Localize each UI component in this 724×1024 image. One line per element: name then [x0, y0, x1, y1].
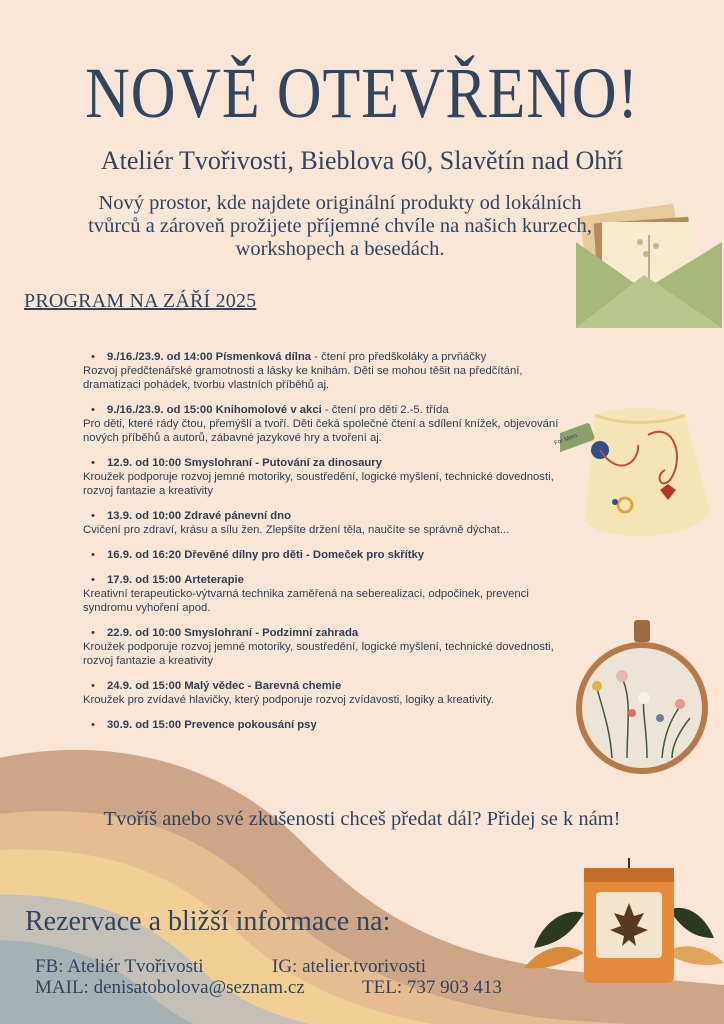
program-item-title — [83, 456, 573, 470]
program-item-description: Kroužek pro zvídavé hlavičky, který podporuje rozvoj zvídavosti, logiky a kreativity. — [83, 694, 494, 706]
program-item — [83, 509, 573, 537]
program-item-title — [83, 350, 573, 364]
gift-tag-label: For Mom — [553, 433, 579, 447]
program-item — [83, 573, 573, 615]
program-item-title — [83, 548, 573, 562]
intro-text: Nový prostor, kde najdete originální produkty od lokálních tvůrců a zároveň prožijete příjemné chvíle na našich kurzech, workshopech a besedách. — [88, 192, 592, 260]
gift-bag-icon — [560, 390, 720, 550]
program-item-date-name: 24.9. od 15:00 — [107, 680, 182, 692]
email-contact[interactable]: MAIL: denisatobolova@seznam.cz — [35, 977, 305, 998]
program-item-description: Kroužek podporuje rozvoj jemné motoriky, soustředění, logické myšlení, technické dovednosti, rozvoj fantazie a kreativity — [83, 641, 554, 667]
program-item-description: Rozvoj předčtenářské gramotnosti a lásky ke knihám. Děti se mohou těšit na předčítání, dramatizaci pohádek, tvorbu vlastních příběhů aj. — [83, 365, 523, 391]
program-heading: PROGRAM NA ZÁŘÍ 2025 — [24, 290, 257, 312]
program-item-title — [83, 573, 573, 587]
program-item-name: Knihomolové v akci — [215, 404, 322, 416]
program-item-name: Dřevěné dílny pro děti - Domeček pro skřítky — [184, 549, 425, 561]
instagram-contact[interactable]: IG: atelier.tvorivosti — [272, 956, 427, 977]
program-item-name: Písmenková dílna — [215, 351, 312, 363]
program-item-description: Kreativní terapeuticko-výtvarná technika zaměřená na seberealizaci, odpočinek, prevenci syndromu vyhoření apod. — [83, 588, 529, 614]
program-item-date-name: 16.9. od 16:20 — [107, 549, 182, 561]
program-item — [83, 403, 573, 445]
program-item-subtitle: - čtení pro děti 2.-5. třída — [321, 404, 449, 416]
program-item-date-name: 17.9. od 15:00 — [107, 574, 182, 586]
program-item-date-name: 30.9. od 15:00 — [107, 719, 182, 731]
program-item — [83, 456, 573, 498]
program-item — [83, 626, 573, 668]
program-item-name: Zdravé pánevní dno — [184, 510, 291, 522]
program-item-name: Prevence pokousání psy — [184, 719, 317, 731]
program-item-date-name: 9./16./23.9. od 15:00 — [107, 404, 213, 416]
program-item-description: Pro děti, které rády čtou, přemýšlí a tvoří. Děti čeká společné čtení a sdílení knížek, objevování nových příběhů a autorů, zábavné jazykové hry a tvoření aj. — [83, 418, 559, 444]
address-subtitle: Ateliér Tvořivosti, Bieblova 60, Slavětín nad Ohří — [100, 146, 624, 175]
program-item-date-name: 13.9. od 10:00 — [107, 510, 182, 522]
phone-contact[interactable]: TEL: 737 903 413 — [362, 977, 502, 998]
page-title: NOVĚ OTEVŘENO! — [85, 53, 639, 133]
program-item-name: Malý vědec - Barevná chemie — [184, 680, 342, 692]
program-item-date-name: 22.9. od 10:00 — [107, 627, 182, 639]
program-item — [83, 718, 573, 732]
program-item-name: Arteterapie — [184, 574, 244, 586]
program-item-description: Cvičení pro zdraví, krásu a sílu žen. Zlepšíte držení těla, naučíte se správně dýchat... — [83, 524, 510, 536]
program-item-title — [83, 626, 573, 640]
program-item-subtitle: - čtení pro předškoláky a prvňáčky — [311, 351, 487, 363]
program-item-title — [83, 679, 573, 693]
program-item-title — [83, 403, 573, 417]
program-list — [83, 350, 573, 743]
program-item-date-name: 9./16./23.9. od 14:00 — [107, 351, 213, 363]
contact-heading: Rezervace a bližší informace na: — [25, 906, 391, 937]
call-to-action: Tvoříš anebo své zkušenosti chceš předat dál? Přidej se k nám! — [103, 808, 621, 830]
program-item-name: Smyslohraní - Putování za dinosaury — [184, 457, 382, 469]
program-item-date-name: 12.9. od 10:00 — [107, 457, 182, 469]
program-item — [83, 679, 573, 707]
program-item-title — [83, 509, 573, 523]
program-item — [83, 548, 573, 562]
facebook-contact[interactable]: FB: Ateliér Tvořivosti — [35, 956, 204, 977]
embroidery-hoop-icon — [572, 618, 712, 778]
program-item — [83, 350, 573, 392]
program-item-description: Kroužek podporuje rozvoj jemné motoriky, soustředění, logické myšlení, technické dovednosti, rozvoj fantazie a kreativity — [83, 471, 554, 497]
program-item-name: Smyslohraní - Podzimní zahrada — [184, 627, 359, 639]
candle-icon — [524, 858, 724, 988]
program-item-title — [83, 718, 573, 732]
